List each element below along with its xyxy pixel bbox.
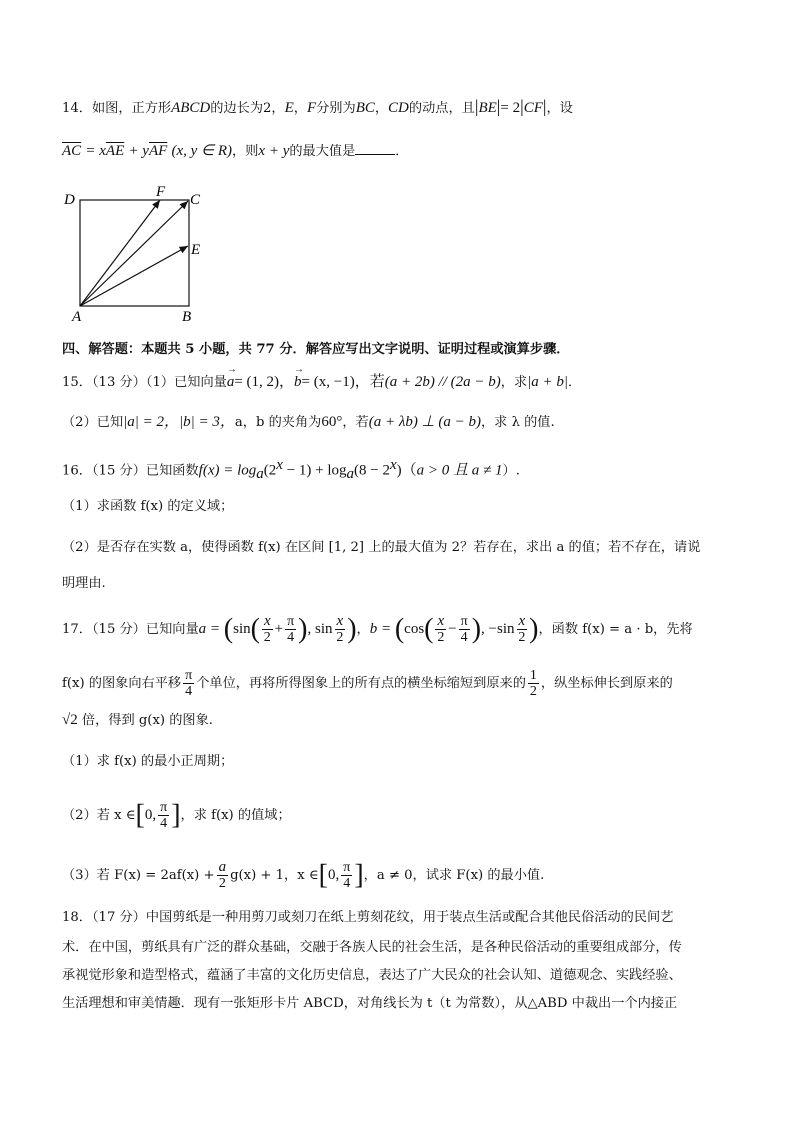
- label-f: F: [156, 184, 166, 200]
- label-d: D: [64, 192, 75, 208]
- answer-blank: [355, 140, 395, 155]
- q16-part2-line2: 明理由.: [62, 576, 106, 591]
- q17-part2: （2）若 x ∈[0, $\frac{\pi}{4}$ ]，求 f(x) 的值域；: [62, 799, 291, 831]
- label-e: E: [191, 242, 201, 258]
- label-c: C: [190, 192, 201, 208]
- q18-line1: 18．（17 分）中国剪纸是一种用剪刀或刻刀在纸上剪刻花纹，用于装点生活或配合其他民俗活动的民间艺: [62, 910, 674, 925]
- vector-af: [80, 200, 160, 306]
- q14-line2: $\overline{AC} = x\overline{AE} + y\overline{AF}$ (x, y ∈ R)，则x + y的最大值是 ．: [62, 140, 408, 162]
- square-figure: [62, 182, 222, 324]
- q17-line2: f(x) 的图象向右平移 $\frac{\pi}{4}$ 个单位，再将所得图象上的所有点的横坐标缩短到原来的 $\frac{1}{2}$ ，纵坐标伸长到原来的: [62, 668, 673, 699]
- q17-part1: （1）求 f(x) 的最小正周期；: [62, 754, 234, 769]
- label-a: A: [72, 309, 82, 324]
- section-heading: 四、解答题：本题共 5 小题，共 77 分．解答应写出文字说明、证明过程或演算步骤．: [62, 342, 570, 357]
- q18-line3: 承视觉形象和造型格式，蕴涵了丰富的文化历史信息，表达了广大民众的社会认知、道德观念、实践经验、: [62, 968, 682, 983]
- vector-ac: [80, 201, 188, 306]
- vector-ae: [80, 246, 188, 306]
- q15-line2: （2）已知|a| = 2，|b| = 3，a，b 的夹角为60°，若(a + λb) ⊥ (a − b)，求 λ 的值.: [62, 414, 555, 430]
- q18-line2: 术．在中国，剪纸具有广泛的群众基础，交融于各族人民的社会生活，是各种民俗活动的重要组成部分，传: [62, 940, 682, 955]
- q17-line3: √2 倍，得到 g(x) 的图象.: [62, 712, 213, 728]
- q16-part1: （1）求函数 f(x) 的定义域；: [62, 499, 234, 514]
- q17-part3: （3）若 F(x) = 2af(x) + $\frac{a}{2}$ g(x) + 1，x ∈[0, $\frac{\pi}{4}$ ]，a ≠ 0，试求 F(x) 的最小值.: [62, 859, 545, 891]
- q17-line1: 17．（15 分）已知向量a = (sin( $\frac{x}{2}$ + $\frac{\pi}{4}$ ), sin $\frac{x}{2}$ )，b = (cos( $\frac{x}{2}$ − $\frac{\pi}{4}$ ), −sin $\frac{x}{2}$ )，函数 f(x) = a · b，先将: [62, 613, 693, 645]
- q16-stem: 16．（15 分）已知函数$f(x) = \log_a(2^x - 1) + \log_a(8 - 2^x)(a > 0$ 且 a ≠ 1）.: [62, 457, 520, 483]
- q15-line1: 15．（13 分）（1）已知向量→ a= (1, 2)，→ b= (x, −1)，若(a + 2b) // (2a − b)，求|a + b|．: [62, 372, 581, 393]
- q16-part2-line1: （2）是否存在实数 a，使得函数 f(x) 在区间 [1, 2] 上的最大值为 2？若存在，求出 a 的值；若不存在，请说: [62, 540, 701, 555]
- label-b: B: [182, 309, 192, 324]
- q18-line4: 生活理想和审美情趣．现有一张矩形卡片 ABCD，对角线长为 t（t 为常数），从△ABD 中裁出一个内接正: [62, 996, 678, 1011]
- q14-line1: 14．如图，正方形ABCD的边长为2，E，F分别为BC，CD的动点，且|BE|= 2|CF|，设: [62, 96, 573, 116]
